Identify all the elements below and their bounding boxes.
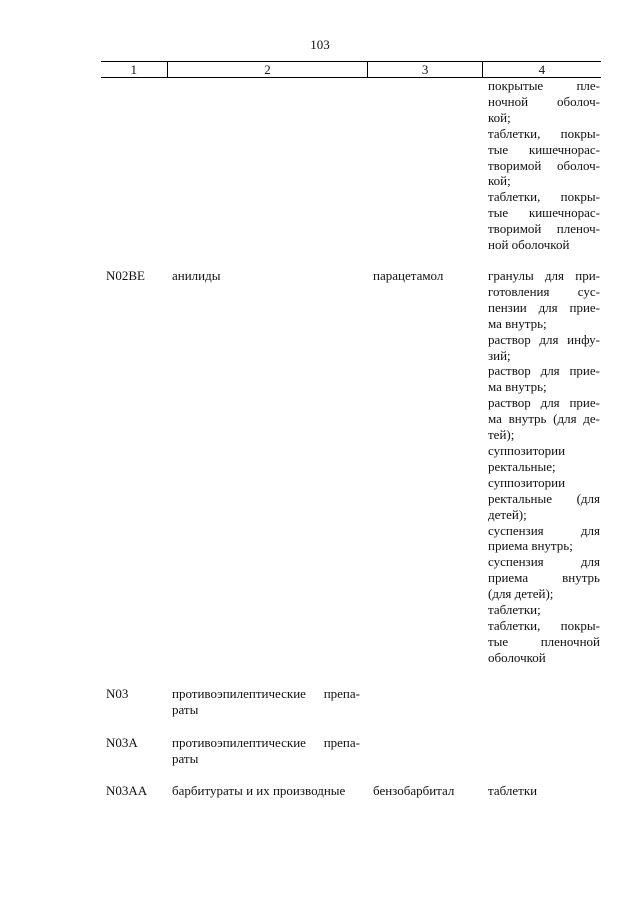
row-name (172, 735, 360, 767)
forms-line: таблетки, покры- (488, 617, 600, 633)
forms-line: таблетки; (488, 602, 541, 618)
forms-line: гранулы для при- (488, 268, 600, 283)
forms-line: ма внутрь; (488, 379, 547, 395)
forms-line: кой; (488, 109, 511, 125)
name-line: противоэпилептические препа- (172, 735, 360, 750)
forms-line: ректальные; (488, 458, 556, 474)
forms-line: суспензия для (488, 522, 600, 538)
forms-line: таблетки (488, 783, 538, 798)
row-code: N02BE (106, 268, 145, 283)
continued-dosage-forms (488, 78, 600, 253)
forms-line: приема внутрь (488, 570, 600, 586)
row-code: N03A (106, 735, 138, 750)
forms-line: тые кишечнорас- (488, 205, 600, 221)
forms-line: детей); (488, 506, 527, 522)
name-line: барбитураты и их производные (172, 783, 346, 798)
forms-line: тые кишечнорас- (488, 141, 600, 157)
name-line: раты (172, 751, 199, 766)
forms-line: тые пленочной (488, 633, 600, 649)
row-name (172, 783, 360, 799)
forms-line: (для детей); (488, 586, 554, 602)
forms-line: ма внутрь (для де- (488, 411, 600, 427)
row-dosage-forms (488, 783, 600, 799)
name-line: противоэпилептические препа- (172, 686, 360, 701)
forms-line: пензии для прие- (488, 299, 600, 315)
forms-line: ночной оболоч- (488, 93, 600, 109)
forms-line: творимой оболоч- (488, 157, 600, 173)
forms-line: покрытые пле- (488, 78, 600, 93)
forms-line: таблетки, покры- (488, 125, 600, 141)
forms-line: ма внутрь; (488, 315, 547, 331)
forms-line: ной оболочкой (488, 237, 570, 253)
forms-line: таблетки, покры- (488, 189, 600, 205)
forms-line: зий; (488, 347, 511, 363)
row-dosage-forms (488, 268, 600, 666)
forms-line: суппозитории (488, 474, 566, 490)
header-col-4: 4 (538, 62, 546, 77)
row-name (172, 268, 360, 284)
name-line: раты (172, 702, 199, 717)
forms-line: раствор для прие- (488, 395, 600, 411)
table-header (101, 61, 601, 78)
header-col-3: 3 (368, 62, 482, 77)
row-code: N03AA (106, 783, 148, 798)
row-name (172, 686, 360, 718)
row-code: N03 (106, 686, 129, 701)
row-drug: бензобарбитал (373, 783, 455, 798)
forms-line: кой; (488, 173, 511, 189)
forms-line: раствор для инфу- (488, 331, 600, 347)
forms-line: творимой пленоч- (488, 221, 600, 237)
forms-line: приема внутрь; (488, 538, 573, 554)
header-col-1: 1 (101, 62, 168, 77)
forms-line: оболочкой (488, 649, 546, 665)
forms-line: суспензия для (488, 554, 600, 570)
forms-line: тей); (488, 427, 515, 443)
page-number: 103 (310, 37, 330, 52)
forms-line: готовления сус- (488, 283, 600, 299)
row-drug: парацетамол (373, 268, 444, 283)
forms-line: раствор для прие- (488, 363, 600, 379)
forms-line: суппозитории (488, 442, 566, 458)
header-col-2: 2 (168, 62, 369, 77)
name-line: анилиды (172, 268, 221, 283)
forms-line: ректальные (для (488, 490, 600, 506)
